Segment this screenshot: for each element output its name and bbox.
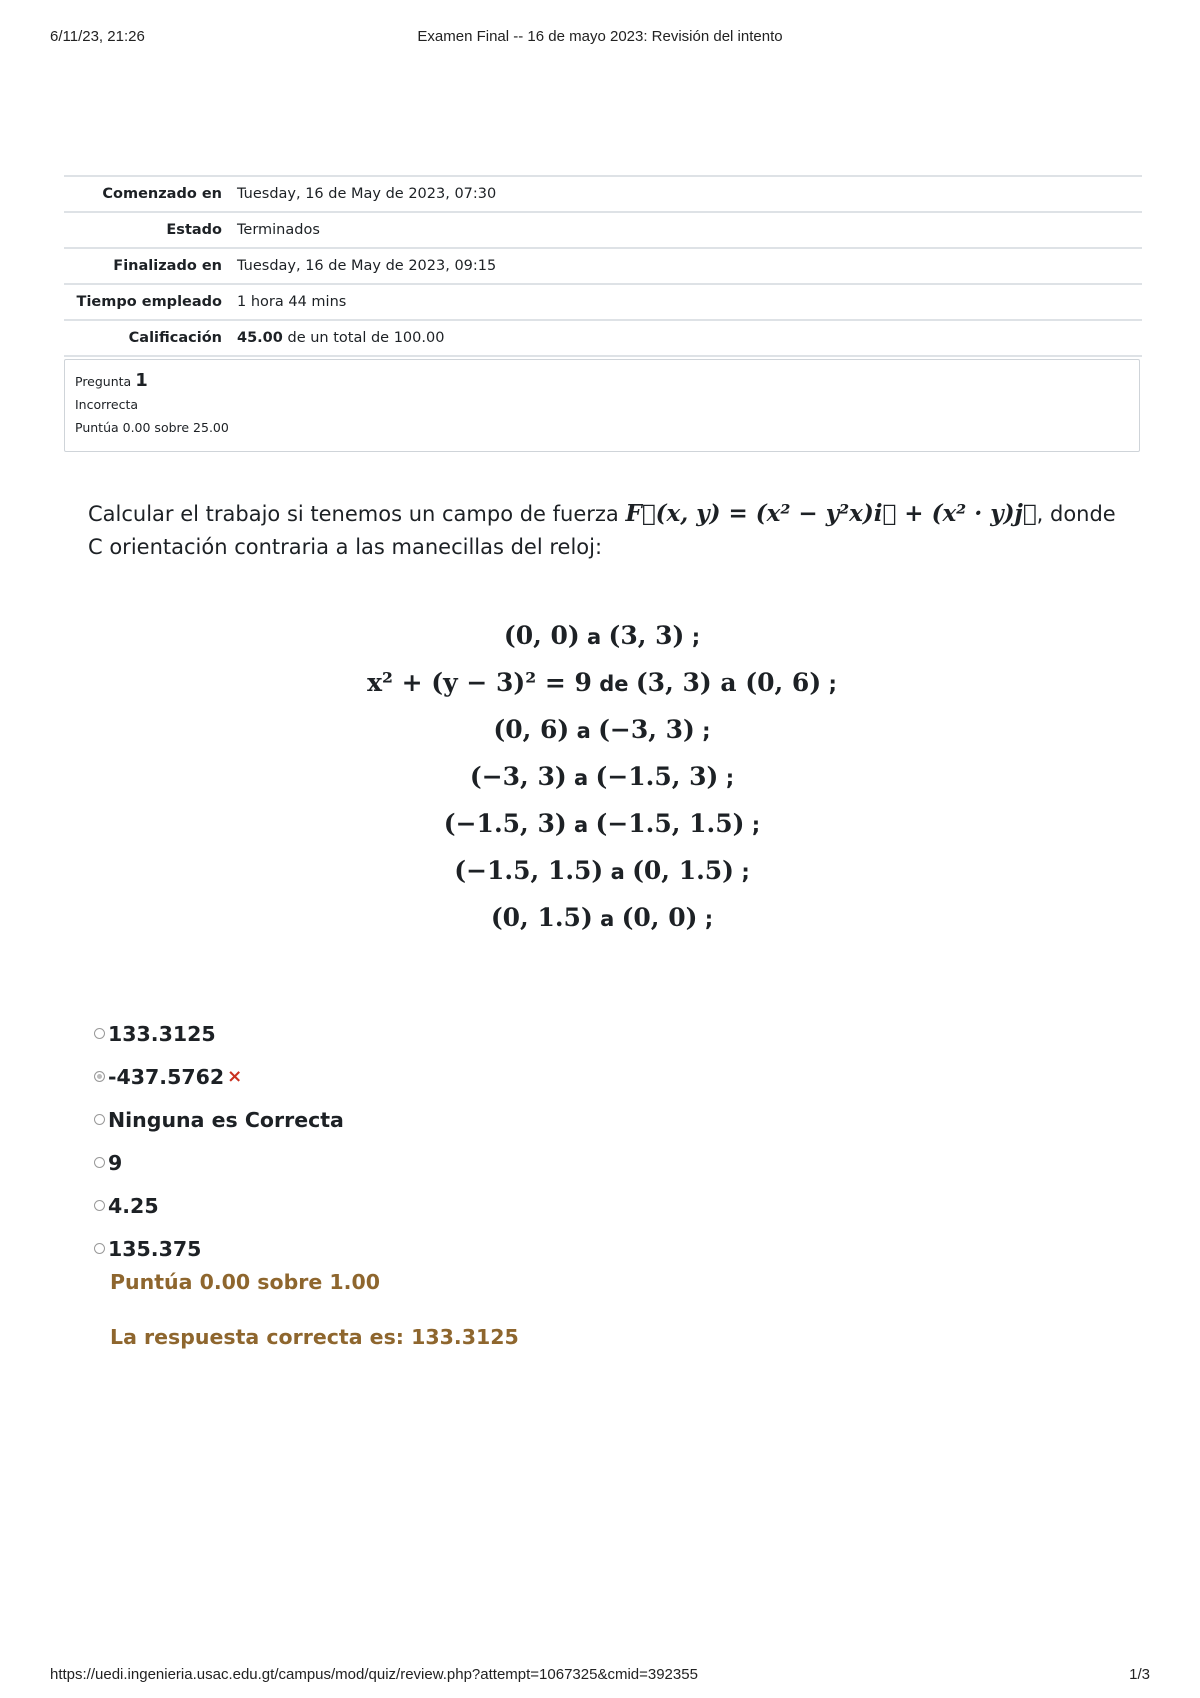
summary-label: Comenzado en: [102, 186, 222, 202]
segment-start: (0, 6): [493, 715, 570, 744]
page-number: 1/3: [1129, 1666, 1150, 1683]
segment-start: (0, 1.5): [490, 903, 593, 932]
path-segment: [64, 894, 1140, 941]
path-segment: [64, 659, 1140, 706]
question-number: [75, 370, 1129, 391]
segment-start: x² + (y − 3)² = 9: [367, 668, 592, 697]
answer-option[interactable]: [94, 1227, 344, 1270]
summary-value: 1 hora 44 mins: [237, 294, 347, 310]
question-text: [88, 497, 1128, 564]
print-title: Examen Final -- 16 de mayo 2023: Revisión del intento: [417, 28, 783, 45]
path-segments: [64, 612, 1140, 941]
answer-label: 135.375: [108, 1236, 202, 1261]
feedback: [110, 1270, 519, 1349]
question-number-value: 1: [135, 370, 148, 391]
segment-word: a: [592, 907, 622, 931]
segment-word: a: [566, 813, 596, 837]
summary-label: Calificación: [128, 330, 222, 346]
radio-button[interactable]: [94, 1071, 105, 1082]
segment-end: (0, 1.5): [632, 856, 735, 885]
segment-separator: ;: [684, 625, 701, 649]
segment-end: (3, 3) a (0, 6): [635, 668, 822, 697]
radio-button[interactable]: [94, 1243, 105, 1254]
summary-value: Tuesday, 16 de May de 2023, 07:30: [237, 186, 497, 202]
attempt-summary-table: [64, 175, 1142, 357]
segment-separator: ;: [821, 672, 837, 696]
segment-start: (−1.5, 3): [443, 809, 567, 838]
segment-word: a: [566, 766, 596, 790]
radio-button[interactable]: [94, 1157, 105, 1168]
question-state: Incorrecta: [75, 397, 139, 412]
segment-separator: ;: [718, 766, 735, 790]
answer-option[interactable]: [94, 1098, 344, 1141]
segment-separator: ;: [744, 813, 761, 837]
answer-label: 4.25: [108, 1193, 159, 1218]
summary-value: Tuesday, 16 de May de 2023, 09:15: [237, 258, 497, 274]
path-segment: [64, 612, 1140, 659]
print-header: [50, 28, 1150, 48]
answer-option[interactable]: [94, 1184, 344, 1227]
path-segment: [64, 800, 1140, 847]
question-grade: Puntúa 0.00 sobre 25.00: [75, 420, 229, 435]
question-text-after: , donde C orientación contraria a las manecillas del reloj:: [88, 502, 1116, 559]
segment-word: de: [591, 672, 636, 696]
segment-end: (−1.5, 3): [595, 762, 719, 791]
print-date: 6/11/23, 21:26: [50, 28, 145, 45]
summary-label: Estado: [166, 222, 222, 238]
answer-option[interactable]: [94, 1141, 344, 1184]
right-answer: La respuesta correcta es: 133.3125: [110, 1325, 519, 1349]
radio-button[interactable]: [94, 1200, 105, 1211]
segment-separator: ;: [734, 860, 750, 884]
answer-label: 9: [108, 1150, 123, 1175]
page-url: https://uedi.ingenieria.usac.edu.gt/campus/mod/quiz/review.php?attempt=1067325&cmid=392355: [50, 1666, 698, 1683]
answer-label: 133.3125: [108, 1021, 216, 1046]
answer-option[interactable]: [94, 1055, 344, 1098]
segment-end: (3, 3): [608, 621, 685, 650]
grade-total: de un total de 100.00: [282, 330, 445, 346]
segment-end: (−1.5, 1.5): [595, 809, 745, 838]
path-segment: [64, 706, 1140, 753]
segment-word: a: [579, 625, 609, 649]
grade-value: 45.00: [237, 330, 283, 346]
summary-value: Terminados: [237, 222, 320, 238]
summary-row: [64, 320, 1142, 356]
summary-value: [237, 320, 1142, 356]
summary-row: [64, 248, 1142, 284]
feedback-mark: Puntúa 0.00 sobre 1.00: [110, 1270, 380, 1294]
segment-word: a: [569, 719, 599, 743]
answer-label: -437.5762: [108, 1064, 225, 1089]
print-footer: [50, 1666, 1150, 1686]
segment-word: a: [603, 860, 633, 884]
answer-options: [94, 1012, 344, 1270]
path-segment: [64, 847, 1140, 894]
answer-option[interactable]: [94, 1012, 344, 1055]
segment-end: (−3, 3): [598, 715, 695, 744]
segment-start: (0, 0): [503, 621, 580, 650]
summary-row: [64, 284, 1142, 320]
segment-end: (0, 0): [621, 903, 698, 932]
summary-label: Tiempo empleado: [76, 294, 222, 310]
segment-start: (−1.5, 1.5): [454, 856, 604, 885]
segment-separator: ;: [697, 907, 714, 931]
segment-separator: ;: [694, 719, 711, 743]
incorrect-icon: ×: [227, 1066, 243, 1087]
path-segment: [64, 753, 1140, 800]
question-info-box: [64, 359, 1140, 452]
radio-button[interactable]: [94, 1114, 105, 1125]
radio-button[interactable]: [94, 1028, 105, 1039]
question-label: Pregunta: [75, 374, 132, 389]
summary-row: [64, 176, 1142, 212]
summary-label: Finalizado en: [113, 258, 222, 274]
question-text-before: Calcular el trabajo si tenemos un campo de fuerza: [88, 502, 626, 526]
segment-start: (−3, 3): [469, 762, 567, 791]
answer-label: Ninguna es Correcta: [108, 1107, 344, 1132]
force-field-formula: F⃗(x, y) = (x² − y²x)i⃗ + (x² · y)j⃗: [625, 500, 1037, 527]
summary-row: [64, 212, 1142, 248]
